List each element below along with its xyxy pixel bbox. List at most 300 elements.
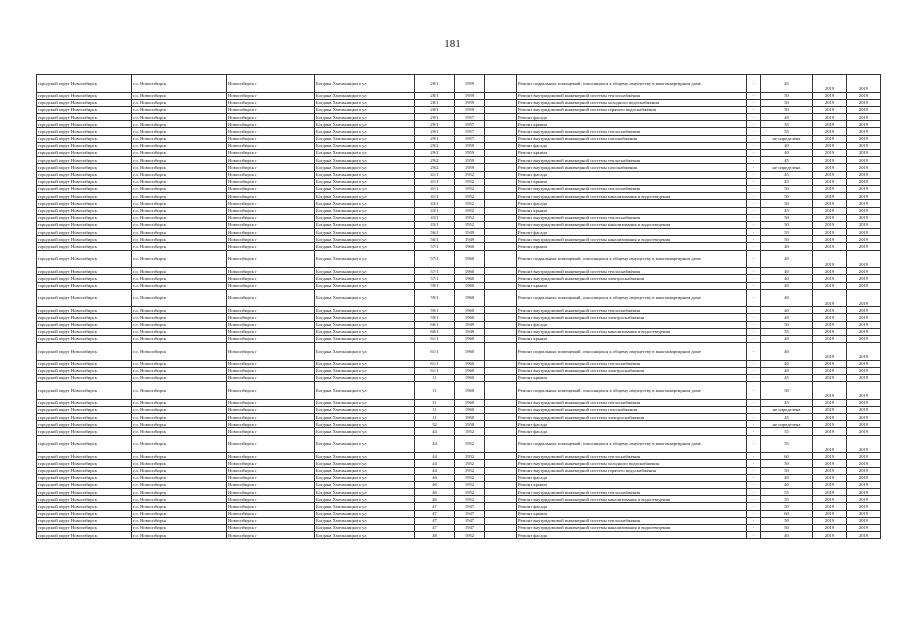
end-year-cell: 2019 bbox=[847, 106, 881, 113]
settlement-cell: г.о. Новосибирск bbox=[132, 375, 227, 382]
street-cell: Богдана Хмельницкого ул bbox=[315, 164, 415, 171]
municipal-district-cell: городской округ Новосибирск bbox=[37, 382, 132, 400]
dash-cell: - bbox=[747, 503, 761, 510]
empty-cell bbox=[485, 282, 517, 289]
build-year-cell: 1960 bbox=[455, 314, 485, 321]
municipal-district-cell: городской округ Новосибирск bbox=[37, 510, 132, 517]
build-year-cell: 1959 bbox=[455, 164, 485, 171]
dash-cell: - bbox=[747, 343, 761, 361]
start-year-cell: 2019 bbox=[813, 268, 847, 275]
end-year-cell: 2019 bbox=[847, 221, 881, 228]
city-cell: Новосибирск г bbox=[227, 453, 315, 460]
build-year-cell: 1960 bbox=[455, 307, 485, 314]
amount-cell: 50 bbox=[761, 525, 813, 532]
build-year-cell: 1960 bbox=[455, 335, 485, 342]
dash-cell: - bbox=[747, 171, 761, 178]
build-year-cell: 1957 bbox=[455, 114, 485, 121]
work-type-cell: Ремонт фасада bbox=[517, 200, 747, 207]
city-cell: Новосибирск г bbox=[227, 171, 315, 178]
dash-cell: - bbox=[747, 236, 761, 243]
empty-cell bbox=[485, 106, 517, 113]
empty-cell bbox=[485, 114, 517, 121]
start-year-cell: 2019 bbox=[813, 150, 847, 157]
end-year-cell: 2019 bbox=[847, 474, 881, 481]
table-row bbox=[37, 314, 881, 321]
work-type-cell: Ремонт внутридомовой инженерной системы канализования и водоотведения bbox=[517, 236, 747, 243]
table-row bbox=[37, 489, 881, 496]
settlement-cell: г.о. Новосибирск bbox=[132, 406, 227, 413]
start-year-cell: 2019 bbox=[813, 229, 847, 236]
house-number-cell: 46 bbox=[415, 474, 455, 481]
empty-cell bbox=[485, 307, 517, 314]
settlement-cell: г.о. Новосибирск bbox=[132, 221, 227, 228]
street-cell: Богдана Хмельницкого ул bbox=[315, 114, 415, 121]
city-cell: Новосибирск г bbox=[227, 121, 315, 128]
house-number-cell: 41/1 bbox=[415, 185, 455, 192]
amount-cell: 40 bbox=[761, 360, 813, 367]
house-number-cell: 28/1 bbox=[415, 75, 455, 93]
dash-cell: - bbox=[747, 128, 761, 135]
dash-cell: - bbox=[747, 275, 761, 282]
start-year-cell: 2019 bbox=[813, 214, 847, 221]
street-cell: Богдана Хмельницкого ул bbox=[315, 92, 415, 99]
city-cell: Новосибирск г bbox=[227, 207, 315, 214]
amount-cell: 40 bbox=[761, 243, 813, 250]
empty-cell bbox=[485, 510, 517, 517]
end-year-cell: 2019 bbox=[847, 142, 881, 149]
end-year-cell: 2019 bbox=[847, 150, 881, 157]
work-type-cell: Ремонт фасада bbox=[517, 428, 747, 435]
table-row bbox=[37, 178, 881, 185]
city-cell: Новосибирск г bbox=[227, 382, 315, 400]
page-number: 181 bbox=[444, 38, 461, 50]
house-number-cell: 29/1 bbox=[415, 135, 455, 142]
city-cell: Новосибирск г bbox=[227, 99, 315, 106]
end-year-cell: 2019 bbox=[847, 414, 881, 421]
settlement-cell: г.о. Новосибирск bbox=[132, 467, 227, 474]
table-row bbox=[37, 414, 881, 421]
end-year-cell: 2019 bbox=[847, 496, 881, 503]
city-cell: Новосибирск г bbox=[227, 106, 315, 113]
end-year-cell: 2019 bbox=[847, 406, 881, 413]
dash-cell: - bbox=[747, 214, 761, 221]
settlement-cell: г.о. Новосибирск bbox=[132, 481, 227, 488]
municipal-district-cell: городской округ Новосибирск bbox=[37, 268, 132, 275]
work-type-cell: Ремонт подвальных помещений, относящихся к общему имуществу в многоквартирном доме bbox=[517, 343, 747, 361]
municipal-district-cell: городской округ Новосибирск bbox=[37, 282, 132, 289]
table-row bbox=[37, 321, 881, 328]
start-year-cell: 2019 bbox=[813, 157, 847, 164]
city-cell: Новосибирск г bbox=[227, 75, 315, 93]
build-year-cell: 1947 bbox=[455, 510, 485, 517]
house-number-cell: 43/1 bbox=[415, 200, 455, 207]
work-type-cell: Ремонт подвальных помещений, относящихся к общему имуществу в многоквартирном доме bbox=[517, 289, 747, 307]
amount-cell: 50 bbox=[761, 200, 813, 207]
end-year-cell: 2019 bbox=[847, 185, 881, 192]
start-year-cell: 2019 bbox=[813, 435, 847, 453]
house-number-cell: 44 bbox=[415, 467, 455, 474]
end-year-cell: 2019 bbox=[847, 525, 881, 532]
build-year-cell: 1960 bbox=[455, 375, 485, 382]
street-cell: Богдана Хмельницкого ул bbox=[315, 178, 415, 185]
work-type-cell: Ремонт внутридомовой инженерной системы теплоснабжения bbox=[517, 399, 747, 406]
municipal-district-cell: городской округ Новосибирск bbox=[37, 250, 132, 268]
table-row bbox=[37, 460, 881, 467]
house-number-cell: 61/1 bbox=[415, 335, 455, 342]
municipal-district-cell: городской округ Новосибирск bbox=[37, 178, 132, 185]
city-cell: Новосибирск г bbox=[227, 525, 315, 532]
work-type-cell: Ремонт внутридомовой инженерной системы канализования и водоотведения bbox=[517, 496, 747, 503]
table-row bbox=[37, 268, 881, 275]
street-cell: Богдана Хмельницкого ул bbox=[315, 496, 415, 503]
empty-cell bbox=[485, 474, 517, 481]
house-number-cell: 59/1 bbox=[415, 282, 455, 289]
work-type-cell: Ремонт внутридомовой инженерной системы холодного водоснабжения bbox=[517, 99, 747, 106]
city-cell: Новосибирск г bbox=[227, 282, 315, 289]
start-year-cell: 2019 bbox=[813, 335, 847, 342]
end-year-cell: 2019 bbox=[847, 517, 881, 524]
end-year-cell: 2019 bbox=[847, 489, 881, 496]
empty-cell bbox=[485, 178, 517, 185]
house-number-cell: 61/1 bbox=[415, 343, 455, 361]
municipal-district-cell: городской округ Новосибирск bbox=[37, 367, 132, 374]
start-year-cell: 2019 bbox=[813, 135, 847, 142]
municipal-district-cell: городской округ Новосибирск bbox=[37, 135, 132, 142]
dash-cell: - bbox=[747, 375, 761, 382]
dash-cell: - bbox=[747, 243, 761, 250]
city-cell: Новосибирск г bbox=[227, 489, 315, 496]
start-year-cell: 2019 bbox=[813, 171, 847, 178]
start-year-cell: 2019 bbox=[813, 114, 847, 121]
empty-cell bbox=[485, 321, 517, 328]
street-cell: Богдана Хмельницкого ул bbox=[315, 399, 415, 406]
house-number-cell: 28/1 bbox=[415, 99, 455, 106]
table-row bbox=[37, 532, 881, 539]
dash-cell: - bbox=[747, 157, 761, 164]
settlement-cell: г.о. Новосибирск bbox=[132, 164, 227, 171]
work-type-cell: Ремонт крыши bbox=[517, 178, 747, 185]
settlement-cell: г.о. Новосибирск bbox=[132, 517, 227, 524]
work-type-cell: Ремонт внутридомовой инженерной системы электроснабжения bbox=[517, 275, 747, 282]
street-cell: Богдана Хмельницкого ул bbox=[315, 75, 415, 93]
work-type-cell: Ремонт внутридомовой инженерной системы канализования и водоотведения bbox=[517, 328, 747, 335]
city-cell: Новосибирск г bbox=[227, 460, 315, 467]
start-year-cell: 2019 bbox=[813, 121, 847, 128]
amount-cell: 40 bbox=[761, 367, 813, 374]
build-year-cell: 1960 bbox=[455, 382, 485, 400]
start-year-cell: 2019 bbox=[813, 428, 847, 435]
municipal-district-cell: городской округ Новосибирск bbox=[37, 474, 132, 481]
amount-cell: 60 bbox=[761, 510, 813, 517]
house-number-cell: 29/2 bbox=[415, 142, 455, 149]
build-year-cell: 1947 bbox=[455, 503, 485, 510]
amount-cell: 40 bbox=[761, 335, 813, 342]
settlement-cell: г.о. Новосибирск bbox=[132, 229, 227, 236]
house-number-cell: 29/2 bbox=[415, 164, 455, 171]
settlement-cell: г.о. Новосибирск bbox=[132, 243, 227, 250]
house-number-cell: 44 bbox=[415, 453, 455, 460]
build-year-cell: 1960 bbox=[455, 343, 485, 361]
empty-cell bbox=[485, 289, 517, 307]
city-cell: Новосибирск г bbox=[227, 428, 315, 435]
dash-cell: - bbox=[747, 268, 761, 275]
settlement-cell: г.о. Новосибирск bbox=[132, 453, 227, 460]
municipal-district-cell: городской округ Новосибирск bbox=[37, 406, 132, 413]
work-type-cell: Ремонт крыши bbox=[517, 481, 747, 488]
street-cell: Богдана Хмельницкого ул bbox=[315, 321, 415, 328]
build-year-cell: 1952 bbox=[455, 171, 485, 178]
start-year-cell: 2019 bbox=[813, 99, 847, 106]
dash-cell: - bbox=[747, 517, 761, 524]
end-year-cell: 2019 bbox=[847, 121, 881, 128]
dash-cell: - bbox=[747, 474, 761, 481]
start-year-cell: 2019 bbox=[813, 282, 847, 289]
amount-cell: 45 bbox=[761, 178, 813, 185]
settlement-cell: г.о. Новосибирск bbox=[132, 382, 227, 400]
build-year-cell: 1952 bbox=[455, 428, 485, 435]
municipal-district-cell: городской округ Новосибирск bbox=[37, 421, 132, 428]
house-number-cell: 43/1 bbox=[415, 214, 455, 221]
build-year-cell: 1960 bbox=[455, 243, 485, 250]
settlement-cell: г.о. Новосибирск bbox=[132, 178, 227, 185]
end-year-cell: 2019 bbox=[847, 460, 881, 467]
settlement-cell: г.о. Новосибирск bbox=[132, 335, 227, 342]
city-cell: Новосибирск г bbox=[227, 128, 315, 135]
dash-cell: - bbox=[747, 121, 761, 128]
city-cell: Новосибирск г bbox=[227, 114, 315, 121]
empty-cell bbox=[485, 142, 517, 149]
municipal-district-cell: городской округ Новосибирск bbox=[37, 314, 132, 321]
municipal-district-cell: городской округ Новосибирск bbox=[37, 307, 132, 314]
amount-cell: 50 bbox=[761, 106, 813, 113]
house-number-cell: 59/1 bbox=[415, 307, 455, 314]
build-year-cell: 1947 bbox=[455, 525, 485, 532]
build-year-cell: 1952 bbox=[455, 496, 485, 503]
build-year-cell: 1960 bbox=[455, 360, 485, 367]
municipal-district-cell: городской округ Новосибирск bbox=[37, 157, 132, 164]
house-number-cell: 29/2 bbox=[415, 157, 455, 164]
street-cell: Богдана Хмельницкого ул bbox=[315, 510, 415, 517]
empty-cell bbox=[485, 517, 517, 524]
house-number-cell: 60/1 bbox=[415, 321, 455, 328]
empty-cell bbox=[485, 367, 517, 374]
work-type-cell: Ремонт внутридомовой инженерной системы теплоснабжения bbox=[517, 92, 747, 99]
municipal-district-cell: городской округ Новосибирск bbox=[37, 360, 132, 367]
build-year-cell: 1952 bbox=[455, 460, 485, 467]
end-year-cell: 2019 bbox=[847, 399, 881, 406]
work-type-cell: Ремонт внутридомовой инженерной системы газоснабжения bbox=[517, 406, 747, 413]
dash-cell: - bbox=[747, 428, 761, 435]
house-number-cell: 46 bbox=[415, 489, 455, 496]
street-cell: Богдана Хмельницкого ул bbox=[315, 250, 415, 268]
house-number-cell: 44 bbox=[415, 460, 455, 467]
table-row bbox=[37, 467, 881, 474]
settlement-cell: г.о. Новосибирск bbox=[132, 421, 227, 428]
municipal-district-cell: городской округ Новосибирск bbox=[37, 128, 132, 135]
dash-cell: - bbox=[747, 314, 761, 321]
municipal-district-cell: городской округ Новосибирск bbox=[37, 503, 132, 510]
table-row bbox=[37, 221, 881, 228]
settlement-cell: г.о. Новосибирск bbox=[132, 307, 227, 314]
build-year-cell: 1952 bbox=[455, 214, 485, 221]
empty-cell bbox=[485, 399, 517, 406]
table-row bbox=[37, 142, 881, 149]
street-cell: Богдана Хмельницкого ул bbox=[315, 307, 415, 314]
dash-cell: - bbox=[747, 525, 761, 532]
settlement-cell: г.о. Новосибирск bbox=[132, 489, 227, 496]
street-cell: Богдана Хмельницкого ул bbox=[315, 489, 415, 496]
build-year-cell: 1959 bbox=[455, 92, 485, 99]
dash-cell: - bbox=[747, 207, 761, 214]
dash-cell: - bbox=[747, 510, 761, 517]
amount-cell: 40 bbox=[761, 481, 813, 488]
house-number-cell: 57/1 bbox=[415, 268, 455, 275]
house-number-cell: 59/1 bbox=[415, 289, 455, 307]
empty-cell bbox=[485, 496, 517, 503]
end-year-cell: 2019 bbox=[847, 367, 881, 374]
city-cell: Новосибирск г bbox=[227, 236, 315, 243]
start-year-cell: 2019 bbox=[813, 193, 847, 200]
municipal-district-cell: городской округ Новосибирск bbox=[37, 114, 132, 121]
street-cell: Богдана Хмельницкого ул bbox=[315, 481, 415, 488]
empty-cell bbox=[485, 171, 517, 178]
street-cell: Богдана Хмельницкого ул bbox=[315, 221, 415, 228]
work-type-cell: Ремонт внутридомовой инженерной системы холодного водоснабжения bbox=[517, 460, 747, 467]
end-year-cell: 2019 bbox=[847, 171, 881, 178]
house-number-cell: 32 bbox=[415, 421, 455, 428]
street-cell: Богдана Хмельницкого ул bbox=[315, 99, 415, 106]
empty-cell bbox=[485, 503, 517, 510]
house-number-cell: 44 bbox=[415, 435, 455, 453]
table-row bbox=[37, 282, 881, 289]
build-year-cell: 1959 bbox=[455, 157, 485, 164]
settlement-cell: г.о. Новосибирск bbox=[132, 314, 227, 321]
dash-cell: - bbox=[747, 453, 761, 460]
amount-cell: 45 bbox=[761, 414, 813, 421]
city-cell: Новосибирск г bbox=[227, 399, 315, 406]
street-cell: Богдана Хмельницкого ул bbox=[315, 268, 415, 275]
municipal-district-cell: городской округ Новосибирск bbox=[37, 453, 132, 460]
house-number-cell: 29/1 bbox=[415, 128, 455, 135]
city-cell: Новосибирск г bbox=[227, 157, 315, 164]
house-number-cell: 29/1 bbox=[415, 114, 455, 121]
start-year-cell: 2019 bbox=[813, 489, 847, 496]
settlement-cell: г.о. Новосибирск bbox=[132, 114, 227, 121]
settlement-cell: г.о. Новосибирск bbox=[132, 200, 227, 207]
start-year-cell: 2019 bbox=[813, 250, 847, 268]
table-row bbox=[37, 185, 881, 192]
dash-cell: - bbox=[747, 406, 761, 413]
start-year-cell: 2019 bbox=[813, 496, 847, 503]
municipal-district-cell: городской округ Новосибирск bbox=[37, 99, 132, 106]
amount-cell: 50 bbox=[761, 221, 813, 228]
settlement-cell: г.о. Новосибирск bbox=[132, 510, 227, 517]
amount-cell: 50 bbox=[761, 460, 813, 467]
amount-cell: 55 bbox=[761, 489, 813, 496]
street-cell: Богдана Хмельницкого ул bbox=[315, 406, 415, 413]
empty-cell bbox=[485, 121, 517, 128]
dash-cell: - bbox=[747, 185, 761, 192]
start-year-cell: 2019 bbox=[813, 421, 847, 428]
build-year-cell: 1960 bbox=[455, 268, 485, 275]
house-number-cell: 41/1 bbox=[415, 171, 455, 178]
amount-cell: 45 bbox=[761, 75, 813, 93]
amount-cell: 40 bbox=[761, 275, 813, 282]
street-cell: Богдана Хмельницкого ул bbox=[315, 142, 415, 149]
settlement-cell: г.о. Новосибирск bbox=[132, 532, 227, 539]
start-year-cell: 2019 bbox=[813, 453, 847, 460]
city-cell: Новосибирск г bbox=[227, 92, 315, 99]
amount-cell: 50 bbox=[761, 214, 813, 221]
table-row bbox=[37, 367, 881, 374]
empty-cell bbox=[485, 99, 517, 106]
settlement-cell: г.о. Новосибирск bbox=[132, 503, 227, 510]
start-year-cell: 2019 bbox=[813, 532, 847, 539]
street-cell: Богдана Хмельницкого ул bbox=[315, 335, 415, 342]
settlement-cell: г.о. Новосибирск bbox=[132, 460, 227, 467]
street-cell: Богдана Хмельницкого ул bbox=[315, 360, 415, 367]
municipal-district-cell: городской округ Новосибирск bbox=[37, 481, 132, 488]
amount-cell: 40 bbox=[761, 114, 813, 121]
work-type-cell: Ремонт подвальных помещений, относящихся к общему имуществу в многоквартирном доме bbox=[517, 250, 747, 268]
street-cell: Богдана Хмельницкого ул bbox=[315, 428, 415, 435]
street-cell: Богдана Хмельницкого ул bbox=[315, 453, 415, 460]
settlement-cell: г.о. Новосибирск bbox=[132, 268, 227, 275]
capital-repair-table bbox=[36, 74, 881, 539]
start-year-cell: 2019 bbox=[813, 343, 847, 361]
municipal-district-cell: городской округ Новосибирск bbox=[37, 164, 132, 171]
empty-cell bbox=[485, 532, 517, 539]
end-year-cell: 2019 bbox=[847, 307, 881, 314]
work-type-cell: Ремонт фасада bbox=[517, 171, 747, 178]
settlement-cell: г.о. Новосибирск bbox=[132, 106, 227, 113]
empty-cell bbox=[485, 185, 517, 192]
street-cell: Богдана Хмельницкого ул bbox=[315, 474, 415, 481]
settlement-cell: г.о. Новосибирск bbox=[132, 121, 227, 128]
settlement-cell: г.о. Новосибирск bbox=[132, 207, 227, 214]
table-row bbox=[37, 75, 881, 93]
settlement-cell: г.о. Новосибирск bbox=[132, 399, 227, 406]
amount-cell: 40 bbox=[761, 314, 813, 321]
empty-cell bbox=[485, 207, 517, 214]
table-row bbox=[37, 406, 881, 413]
dash-cell: - bbox=[747, 481, 761, 488]
amount-cell: 50 bbox=[761, 193, 813, 200]
build-year-cell: 1952 bbox=[455, 474, 485, 481]
start-year-cell: 2019 bbox=[813, 221, 847, 228]
amount-cell: 35 bbox=[761, 121, 813, 128]
build-year-cell: 1959 bbox=[455, 75, 485, 93]
work-type-cell: Ремонт внутридомовой инженерной системы электроснабжения bbox=[517, 367, 747, 374]
house-number-cell: 11 bbox=[415, 414, 455, 421]
settlement-cell: г.о. Новосибирск bbox=[132, 157, 227, 164]
amount-cell: 55 bbox=[761, 229, 813, 236]
end-year-cell: 2019 bbox=[847, 467, 881, 474]
build-year-cell: 1952 bbox=[455, 193, 485, 200]
work-type-cell: Ремонт крыши bbox=[517, 510, 747, 517]
end-year-cell: 2019 bbox=[847, 92, 881, 99]
dash-cell: - bbox=[747, 99, 761, 106]
work-type-cell: Ремонт внутридомовой инженерной системы горячего водоснабжения bbox=[517, 467, 747, 474]
house-number-cell: 41/1 bbox=[415, 193, 455, 200]
end-year-cell: 2019 bbox=[847, 510, 881, 517]
build-year-cell: 1949 bbox=[455, 229, 485, 236]
work-type-cell: Ремонт внутридомовой инженерной системы теплоснабжения bbox=[517, 185, 747, 192]
street-cell: Богдана Хмельницкого ул bbox=[315, 382, 415, 400]
table-row bbox=[37, 428, 881, 435]
municipal-district-cell: городской округ Новосибирск bbox=[37, 142, 132, 149]
start-year-cell: 2019 bbox=[813, 382, 847, 400]
